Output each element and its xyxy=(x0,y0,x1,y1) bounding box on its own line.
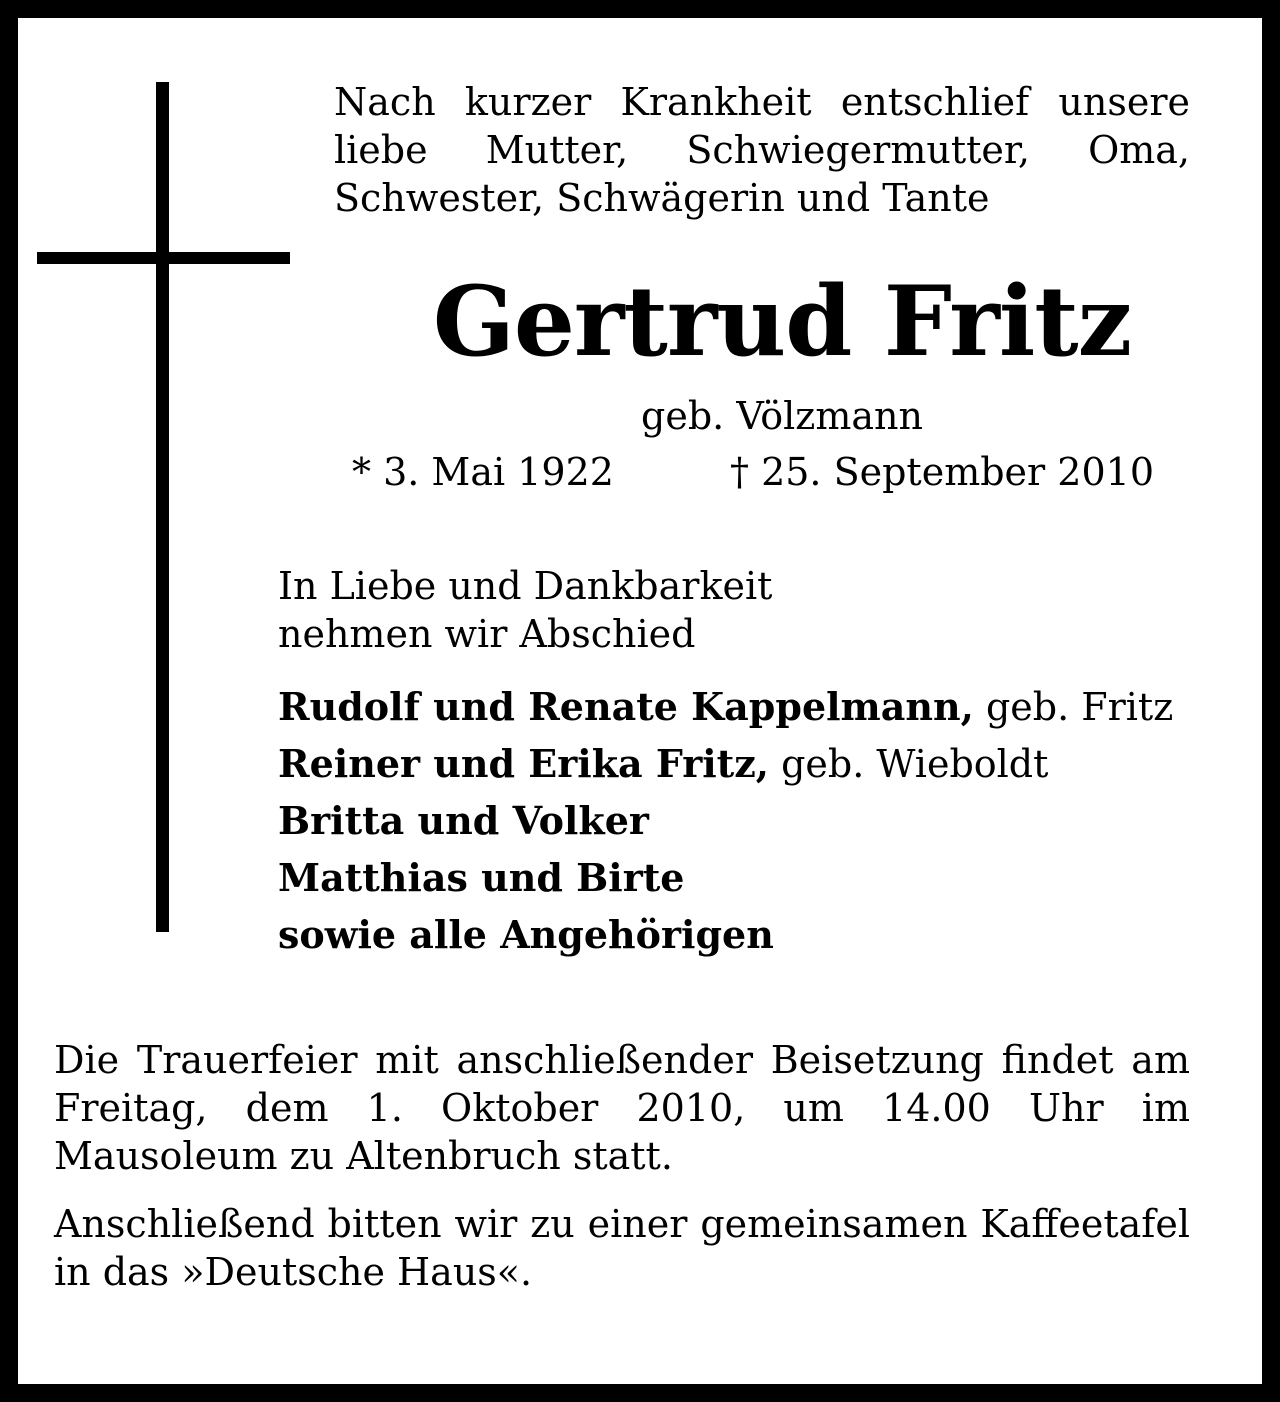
mourner-entry xyxy=(278,849,1208,906)
intro-text xyxy=(334,78,1190,222)
mourners-list xyxy=(278,678,1208,963)
intro-line: liebe Mutter, Schwiegermutter, Oma, xyxy=(334,128,1190,172)
farewell-line: In Liebe und Dankbarkeit xyxy=(278,564,773,608)
mourner-names: Britta und Volker xyxy=(278,798,649,843)
mourner-names: Rudolf und Renate Kappelmann, xyxy=(278,684,974,729)
mourner-names: Matthias und Birte xyxy=(278,855,685,900)
coffee-notice: Anschließend bitten wir zu einer gemeinsamen Kaffeetafel in das »Deutsche Haus«. xyxy=(54,1202,1190,1294)
cross-icon xyxy=(156,82,169,932)
mourner-suffix: geb. Fritz xyxy=(973,685,1174,729)
farewell-line: nehmen wir Abschied xyxy=(278,612,696,656)
intro-line: Nach kurzer Krankheit entschlief unsere xyxy=(334,80,1190,124)
intro-line: Schwester, Schwägerin und Tante xyxy=(334,176,990,220)
mourner-entry xyxy=(278,678,1208,735)
mourner-names: sowie alle Angehörigen xyxy=(278,912,774,957)
farewell-text xyxy=(278,562,772,658)
service-notice: Die Trauerfeier mit anschließender Beisetzung findet am Freitag, dem 1. Oktober 2010, um 14.00 Uhr im Mausoleum zu Altenbruch statt. xyxy=(54,1038,1190,1178)
mourner-entry xyxy=(278,792,1208,849)
death-date: † 25. September 2010 xyxy=(730,450,1154,494)
birth-date: * 3. Mai 1922 xyxy=(352,450,614,494)
cross-bar xyxy=(37,252,290,264)
mourner-suffix: geb. Wieboldt xyxy=(769,742,1049,786)
mourner-entry xyxy=(278,735,1208,792)
deceased-name: Gertrud Fritz xyxy=(432,265,1132,378)
maiden-name: geb. Völzmann xyxy=(641,394,923,438)
mourner-names: Reiner und Erika Fritz, xyxy=(278,741,770,786)
mourner-entry xyxy=(278,906,1208,963)
